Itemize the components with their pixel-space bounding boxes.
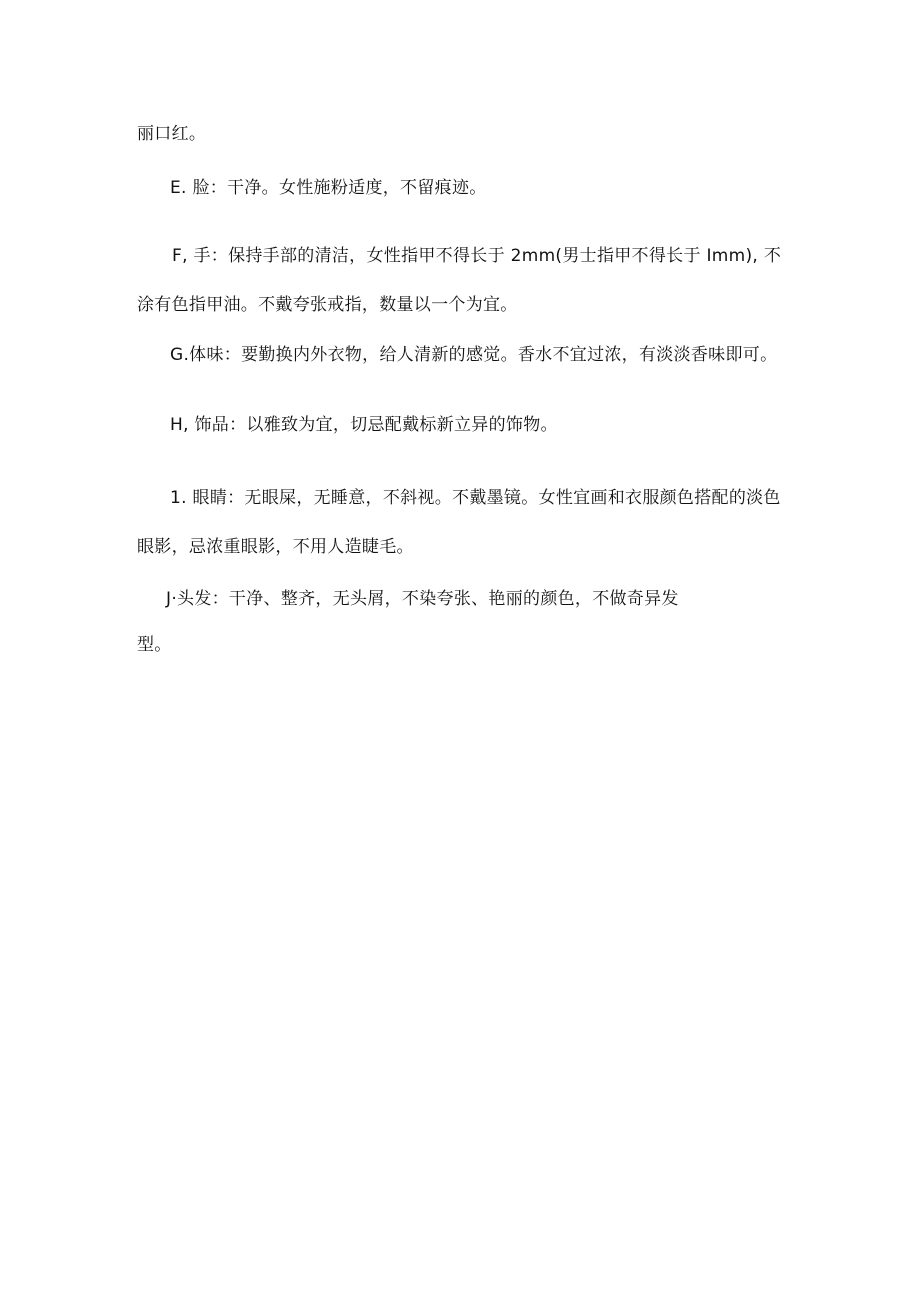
text-line-accessories: H, 饰品：以雅致为宜，切忌配戴标新立异的饰物。 — [170, 415, 558, 435]
text-line-lipstick-end: 丽口红。 — [137, 124, 207, 144]
text-line-hands: F, 手：保持手部的清洁，女性指甲不得长于 2mm(男士指甲不得长于 Imm), 不 — [172, 246, 782, 266]
text-line-hands-cont: 涂有色指甲油。不戴夸张戒指，数量以一个为宜。 — [137, 295, 518, 315]
text-line-body-odor: G.体味：要勤换内外衣物，给人清新的感觉。香水不宜过浓，有淡淡香味即可。 — [170, 345, 778, 365]
text-line-eyes: 1. 眼睛：无眼屎，无睡意，不斜视。不戴墨镜。女性宜画和衣服颜色搭配的淡色 — [170, 488, 781, 508]
text-line-face: E. 脸：干净。女性施粉适度，不留痕迹。 — [170, 178, 487, 198]
text-line-hair: J·头发：干净、整齐，无头屑，不染夸张、艳丽的颜色，不做奇异发 — [166, 589, 679, 609]
text-line-hair-cont: 型。 — [137, 635, 172, 655]
text-line-eyes-cont: 眼影，忌浓重眼影，不用人造睫毛。 — [137, 537, 414, 557]
